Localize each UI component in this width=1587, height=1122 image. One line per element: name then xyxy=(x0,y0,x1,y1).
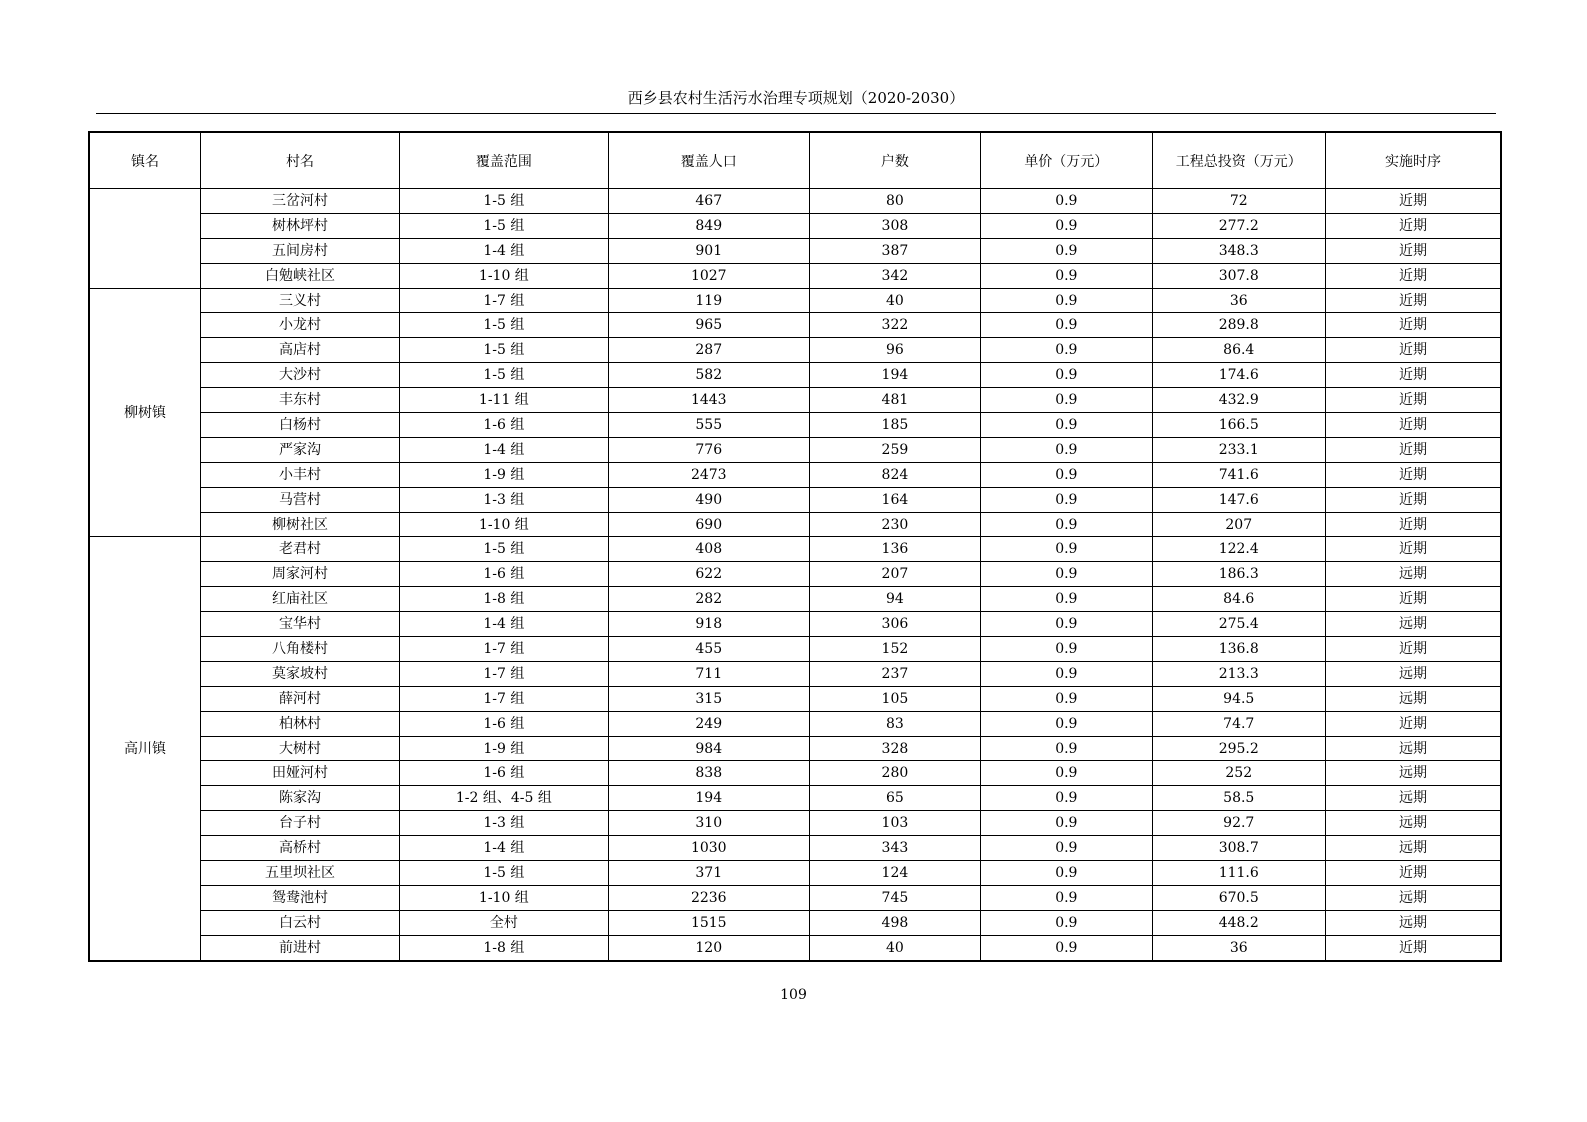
households-cell: 80 xyxy=(809,189,980,214)
households-cell: 96 xyxy=(809,338,980,363)
population-cell: 310 xyxy=(608,811,809,836)
column-header: 村名 xyxy=(201,132,400,189)
unit-price-cell: 0.9 xyxy=(981,711,1152,736)
total-investment-cell: 432.9 xyxy=(1152,388,1325,413)
village-name-cell: 老君村 xyxy=(201,537,400,562)
population-cell: 838 xyxy=(608,761,809,786)
unit-price-cell: 0.9 xyxy=(981,786,1152,811)
total-investment-cell: 670.5 xyxy=(1152,885,1325,910)
population-cell: 119 xyxy=(608,288,809,313)
table-row xyxy=(89,885,1501,910)
coverage-range-cell: 1-5 组 xyxy=(399,213,608,238)
unit-price-cell: 0.9 xyxy=(981,811,1152,836)
implementation-phase-cell: 近期 xyxy=(1325,238,1501,263)
implementation-phase-cell: 远期 xyxy=(1325,811,1501,836)
population-cell: 555 xyxy=(608,413,809,438)
village-name-cell: 严家沟 xyxy=(201,437,400,462)
table-row xyxy=(89,736,1501,761)
village-name-cell: 台子村 xyxy=(201,811,400,836)
households-cell: 387 xyxy=(809,238,980,263)
table-row xyxy=(89,686,1501,711)
total-investment-cell: 295.2 xyxy=(1152,736,1325,761)
table-row xyxy=(89,189,1501,214)
coverage-range-cell: 1-4 组 xyxy=(399,437,608,462)
total-investment-cell: 58.5 xyxy=(1152,786,1325,811)
implementation-phase-cell: 远期 xyxy=(1325,836,1501,861)
households-cell: 124 xyxy=(809,861,980,886)
population-cell: 490 xyxy=(608,487,809,512)
population-cell: 408 xyxy=(608,537,809,562)
coverage-range-cell: 1-6 组 xyxy=(399,562,608,587)
total-investment-cell: 307.8 xyxy=(1152,263,1325,288)
village-name-cell: 高店村 xyxy=(201,338,400,363)
town-name-cell: 柳树镇 xyxy=(89,288,201,537)
unit-price-cell: 0.9 xyxy=(981,885,1152,910)
village-name-cell: 大树村 xyxy=(201,736,400,761)
village-name-cell: 红庙社区 xyxy=(201,587,400,612)
coverage-range-cell: 1-9 组 xyxy=(399,462,608,487)
coverage-range-cell: 1-7 组 xyxy=(399,686,608,711)
village-name-cell: 三岔河村 xyxy=(201,189,400,214)
table-row xyxy=(89,338,1501,363)
unit-price-cell: 0.9 xyxy=(981,612,1152,637)
table-row xyxy=(89,661,1501,686)
table-row xyxy=(89,487,1501,512)
coverage-range-cell: 1-5 组 xyxy=(399,363,608,388)
village-name-cell: 周家河村 xyxy=(201,562,400,587)
header-divider xyxy=(96,113,1496,114)
coverage-range-cell: 1-7 组 xyxy=(399,288,608,313)
village-name-cell: 小龙村 xyxy=(201,313,400,338)
village-name-cell: 大沙村 xyxy=(201,363,400,388)
total-investment-cell: 277.2 xyxy=(1152,213,1325,238)
table-row xyxy=(89,612,1501,637)
implementation-phase-cell: 近期 xyxy=(1325,288,1501,313)
coverage-range-cell: 1-4 组 xyxy=(399,238,608,263)
unit-price-cell: 0.9 xyxy=(981,587,1152,612)
village-name-cell: 薛河村 xyxy=(201,686,400,711)
coverage-range-cell: 1-11 组 xyxy=(399,388,608,413)
table-row xyxy=(89,711,1501,736)
population-cell: 622 xyxy=(608,562,809,587)
total-investment-cell: 36 xyxy=(1152,288,1325,313)
implementation-phase-cell: 近期 xyxy=(1325,711,1501,736)
unit-price-cell: 0.9 xyxy=(981,338,1152,363)
table-row xyxy=(89,288,1501,313)
households-cell: 745 xyxy=(809,885,980,910)
table-row xyxy=(89,562,1501,587)
households-cell: 343 xyxy=(809,836,980,861)
implementation-phase-cell: 远期 xyxy=(1325,786,1501,811)
column-header: 覆盖人口 xyxy=(608,132,809,189)
total-investment-cell: 92.7 xyxy=(1152,811,1325,836)
unit-price-cell: 0.9 xyxy=(981,661,1152,686)
households-cell: 83 xyxy=(809,711,980,736)
unit-price-cell: 0.9 xyxy=(981,288,1152,313)
households-cell: 40 xyxy=(809,935,980,960)
table-row xyxy=(89,537,1501,562)
unit-price-cell: 0.9 xyxy=(981,686,1152,711)
population-cell: 776 xyxy=(608,437,809,462)
population-cell: 249 xyxy=(608,711,809,736)
total-investment-cell: 147.6 xyxy=(1152,487,1325,512)
table-row xyxy=(89,836,1501,861)
table-row xyxy=(89,363,1501,388)
village-name-cell: 莫家坡村 xyxy=(201,661,400,686)
households-cell: 103 xyxy=(809,811,980,836)
households-cell: 94 xyxy=(809,587,980,612)
coverage-range-cell: 1-5 组 xyxy=(399,189,608,214)
table-body xyxy=(89,189,1501,961)
unit-price-cell: 0.9 xyxy=(981,562,1152,587)
population-cell: 282 xyxy=(608,587,809,612)
total-investment-cell: 308.7 xyxy=(1152,836,1325,861)
implementation-phase-cell: 近期 xyxy=(1325,263,1501,288)
population-cell: 901 xyxy=(608,238,809,263)
unit-price-cell: 0.9 xyxy=(981,413,1152,438)
village-name-cell: 高桥村 xyxy=(201,836,400,861)
households-cell: 105 xyxy=(809,686,980,711)
households-cell: 185 xyxy=(809,413,980,438)
table-header-row xyxy=(89,132,1501,189)
total-investment-cell: 275.4 xyxy=(1152,612,1325,637)
implementation-phase-cell: 近期 xyxy=(1325,189,1501,214)
table-row xyxy=(89,462,1501,487)
implementation-phase-cell: 远期 xyxy=(1325,885,1501,910)
population-cell: 918 xyxy=(608,612,809,637)
implementation-phase-cell: 近期 xyxy=(1325,861,1501,886)
population-cell: 965 xyxy=(608,313,809,338)
table-row xyxy=(89,935,1501,960)
unit-price-cell: 0.9 xyxy=(981,462,1152,487)
coverage-range-cell: 1-9 组 xyxy=(399,736,608,761)
coverage-range-cell: 1-6 组 xyxy=(399,711,608,736)
village-name-cell: 白杨村 xyxy=(201,413,400,438)
village-name-cell: 鸳鸯池村 xyxy=(201,885,400,910)
total-investment-cell: 36 xyxy=(1152,935,1325,960)
table-row xyxy=(89,213,1501,238)
population-cell: 582 xyxy=(608,363,809,388)
unit-price-cell: 0.9 xyxy=(981,189,1152,214)
total-investment-cell: 448.2 xyxy=(1152,910,1325,935)
table-row xyxy=(89,388,1501,413)
households-cell: 342 xyxy=(809,263,980,288)
village-name-cell: 五间房村 xyxy=(201,238,400,263)
population-cell: 371 xyxy=(608,861,809,886)
coverage-range-cell: 1-7 组 xyxy=(399,637,608,662)
households-cell: 322 xyxy=(809,313,980,338)
coverage-range-cell: 1-5 组 xyxy=(399,861,608,886)
column-header: 单价（万元） xyxy=(981,132,1152,189)
table-row xyxy=(89,811,1501,836)
implementation-phase-cell: 近期 xyxy=(1325,935,1501,960)
coverage-range-cell: 1-2 组、4-5 组 xyxy=(399,786,608,811)
village-name-cell: 田娅河村 xyxy=(201,761,400,786)
population-cell: 1443 xyxy=(608,388,809,413)
households-cell: 207 xyxy=(809,562,980,587)
implementation-phase-cell: 近期 xyxy=(1325,213,1501,238)
page-header-title: 西乡县农村生活污水治理专项规划（2020-2030） xyxy=(627,89,965,107)
unit-price-cell: 0.9 xyxy=(981,736,1152,761)
coverage-range-cell: 1-5 组 xyxy=(399,313,608,338)
village-name-cell: 陈家沟 xyxy=(201,786,400,811)
coverage-range-cell: 1-4 组 xyxy=(399,612,608,637)
population-cell: 2473 xyxy=(608,462,809,487)
total-investment-cell: 122.4 xyxy=(1152,537,1325,562)
total-investment-cell: 741.6 xyxy=(1152,462,1325,487)
page-number: 109 xyxy=(780,987,807,1003)
implementation-phase-cell: 远期 xyxy=(1325,761,1501,786)
households-cell: 824 xyxy=(809,462,980,487)
total-investment-cell: 186.3 xyxy=(1152,562,1325,587)
total-investment-cell: 174.6 xyxy=(1152,363,1325,388)
population-cell: 455 xyxy=(608,637,809,662)
households-cell: 152 xyxy=(809,637,980,662)
total-investment-cell: 86.4 xyxy=(1152,338,1325,363)
implementation-phase-cell: 近期 xyxy=(1325,587,1501,612)
total-investment-cell: 213.3 xyxy=(1152,661,1325,686)
population-cell: 315 xyxy=(608,686,809,711)
table-row xyxy=(89,786,1501,811)
table-row xyxy=(89,861,1501,886)
total-investment-cell: 166.5 xyxy=(1152,413,1325,438)
households-cell: 306 xyxy=(809,612,980,637)
coverage-range-cell: 1-5 组 xyxy=(399,338,608,363)
unit-price-cell: 0.9 xyxy=(981,213,1152,238)
population-cell: 120 xyxy=(608,935,809,960)
households-cell: 40 xyxy=(809,288,980,313)
population-cell: 711 xyxy=(608,661,809,686)
coverage-range-cell: 1-7 组 xyxy=(399,661,608,686)
table-header xyxy=(89,132,1501,189)
population-cell: 1030 xyxy=(608,836,809,861)
village-name-cell: 八角楼村 xyxy=(201,637,400,662)
village-name-cell: 前进村 xyxy=(201,935,400,960)
implementation-phase-cell: 远期 xyxy=(1325,661,1501,686)
village-name-cell: 丰东村 xyxy=(201,388,400,413)
table-row xyxy=(89,238,1501,263)
implementation-phase-cell: 近期 xyxy=(1325,537,1501,562)
unit-price-cell: 0.9 xyxy=(981,263,1152,288)
village-name-cell: 树林坪村 xyxy=(201,213,400,238)
implementation-phase-cell: 近期 xyxy=(1325,637,1501,662)
total-investment-cell: 74.7 xyxy=(1152,711,1325,736)
village-name-cell: 柏林村 xyxy=(201,711,400,736)
table-row xyxy=(89,761,1501,786)
unit-price-cell: 0.9 xyxy=(981,238,1152,263)
implementation-phase-cell: 远期 xyxy=(1325,910,1501,935)
table-row xyxy=(89,313,1501,338)
coverage-range-cell: 1-10 组 xyxy=(399,512,608,537)
unit-price-cell: 0.9 xyxy=(981,437,1152,462)
households-cell: 164 xyxy=(809,487,980,512)
population-cell: 1515 xyxy=(608,910,809,935)
total-investment-cell: 348.3 xyxy=(1152,238,1325,263)
unit-price-cell: 0.9 xyxy=(981,313,1152,338)
unit-price-cell: 0.9 xyxy=(981,512,1152,537)
implementation-phase-cell: 近期 xyxy=(1325,413,1501,438)
unit-price-cell: 0.9 xyxy=(981,487,1152,512)
coverage-range-cell: 1-3 组 xyxy=(399,811,608,836)
coverage-range-cell: 全村 xyxy=(399,910,608,935)
population-cell: 287 xyxy=(608,338,809,363)
coverage-range-cell: 1-10 组 xyxy=(399,885,608,910)
unit-price-cell: 0.9 xyxy=(981,761,1152,786)
implementation-phase-cell: 近期 xyxy=(1325,462,1501,487)
coverage-range-cell: 1-6 组 xyxy=(399,761,608,786)
coverage-range-cell: 1-8 组 xyxy=(399,935,608,960)
implementation-phase-cell: 远期 xyxy=(1325,562,1501,587)
coverage-range-cell: 1-5 组 xyxy=(399,537,608,562)
households-cell: 136 xyxy=(809,537,980,562)
unit-price-cell: 0.9 xyxy=(981,836,1152,861)
households-cell: 280 xyxy=(809,761,980,786)
table-row xyxy=(89,263,1501,288)
investment-table xyxy=(88,131,1502,962)
unit-price-cell: 0.9 xyxy=(981,861,1152,886)
column-header: 实施时序 xyxy=(1325,132,1501,189)
implementation-phase-cell: 近期 xyxy=(1325,437,1501,462)
households-cell: 259 xyxy=(809,437,980,462)
implementation-phase-cell: 近期 xyxy=(1325,487,1501,512)
implementation-phase-cell: 近期 xyxy=(1325,388,1501,413)
implementation-phase-cell: 近期 xyxy=(1325,338,1501,363)
column-header: 工程总投资（万元） xyxy=(1152,132,1325,189)
village-name-cell: 宝华村 xyxy=(201,612,400,637)
coverage-range-cell: 1-6 组 xyxy=(399,413,608,438)
households-cell: 308 xyxy=(809,213,980,238)
total-investment-cell: 84.6 xyxy=(1152,587,1325,612)
total-investment-cell: 72 xyxy=(1152,189,1325,214)
implementation-phase-cell: 远期 xyxy=(1325,612,1501,637)
village-name-cell: 五里坝社区 xyxy=(201,861,400,886)
implementation-phase-cell: 近期 xyxy=(1325,512,1501,537)
coverage-range-cell: 1-4 组 xyxy=(399,836,608,861)
population-cell: 194 xyxy=(608,786,809,811)
population-cell: 984 xyxy=(608,736,809,761)
total-investment-cell: 233.1 xyxy=(1152,437,1325,462)
total-investment-cell: 136.8 xyxy=(1152,637,1325,662)
households-cell: 328 xyxy=(809,736,980,761)
implementation-phase-cell: 远期 xyxy=(1325,736,1501,761)
town-name-cell xyxy=(89,189,201,289)
total-investment-cell: 94.5 xyxy=(1152,686,1325,711)
village-name-cell: 白云村 xyxy=(201,910,400,935)
column-header: 镇名 xyxy=(89,132,201,189)
population-cell: 849 xyxy=(608,213,809,238)
coverage-range-cell: 1-10 组 xyxy=(399,263,608,288)
implementation-phase-cell: 远期 xyxy=(1325,686,1501,711)
implementation-phase-cell: 近期 xyxy=(1325,363,1501,388)
column-header: 户数 xyxy=(809,132,980,189)
table-row xyxy=(89,437,1501,462)
population-cell: 467 xyxy=(608,189,809,214)
unit-price-cell: 0.9 xyxy=(981,363,1152,388)
households-cell: 230 xyxy=(809,512,980,537)
coverage-range-cell: 1-3 组 xyxy=(399,487,608,512)
village-name-cell: 柳树社区 xyxy=(201,512,400,537)
unit-price-cell: 0.9 xyxy=(981,388,1152,413)
village-name-cell: 白勉峡社区 xyxy=(201,263,400,288)
total-investment-cell: 207 xyxy=(1152,512,1325,537)
households-cell: 481 xyxy=(809,388,980,413)
village-name-cell: 马营村 xyxy=(201,487,400,512)
table-row xyxy=(89,910,1501,935)
village-name-cell: 小丰村 xyxy=(201,462,400,487)
coverage-range-cell: 1-8 组 xyxy=(399,587,608,612)
table-row xyxy=(89,587,1501,612)
village-name-cell: 三义村 xyxy=(201,288,400,313)
households-cell: 237 xyxy=(809,661,980,686)
total-investment-cell: 252 xyxy=(1152,761,1325,786)
table-row xyxy=(89,512,1501,537)
households-cell: 498 xyxy=(809,910,980,935)
population-cell: 2236 xyxy=(608,885,809,910)
total-investment-cell: 289.8 xyxy=(1152,313,1325,338)
town-name-cell: 高川镇 xyxy=(89,537,201,961)
population-cell: 690 xyxy=(608,512,809,537)
households-cell: 65 xyxy=(809,786,980,811)
implementation-phase-cell: 近期 xyxy=(1325,313,1501,338)
unit-price-cell: 0.9 xyxy=(981,637,1152,662)
households-cell: 194 xyxy=(809,363,980,388)
population-cell: 1027 xyxy=(608,263,809,288)
table-row xyxy=(89,413,1501,438)
unit-price-cell: 0.9 xyxy=(981,910,1152,935)
table-row xyxy=(89,637,1501,662)
unit-price-cell: 0.9 xyxy=(981,935,1152,960)
unit-price-cell: 0.9 xyxy=(981,537,1152,562)
total-investment-cell: 111.6 xyxy=(1152,861,1325,886)
column-header: 覆盖范围 xyxy=(399,132,608,189)
